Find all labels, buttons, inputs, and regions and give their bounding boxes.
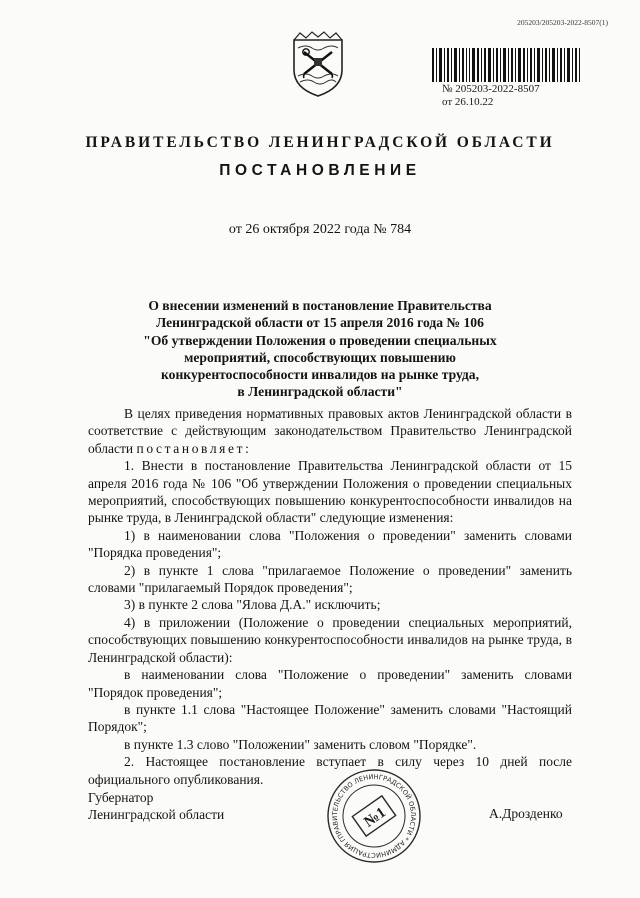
body-paragraph: в пункте 1.3 слово "Положении" заменить словом "Порядке". — [124, 736, 477, 752]
signatory-position — [88, 789, 224, 824]
official-stamp — [326, 768, 422, 864]
preamble-paragraph — [88, 405, 572, 457]
barcode-icon — [432, 48, 580, 82]
decrees-word: постановляет: — [136, 440, 252, 456]
stamp-ring-text-path: ПРАВИТЕЛЬСТВО ЛЕНИНГРАДСКОЙ ОБЛАСТИ * АДМИНИСТРАЦИЯ ГУБЕРНАТОРА — [330, 772, 418, 860]
registration-date: от 26.10.22 — [442, 96, 494, 108]
body-paragraph: в пункте 1.1 слова "Настоящее Положение" заменить словами "Настоящий Порядок"; — [88, 701, 572, 735]
title-line: Ленинградской области от 15 апреля 2016 года № 106 — [156, 315, 484, 331]
signatory-position-line: Губернатор — [88, 790, 154, 805]
body-paragraph: 4) в приложении (Положение о проведении специальных мероприятий, способствующих повышению конкурентоспособности инвалидов на рынке труда, в Ленинградской области): — [88, 614, 572, 665]
registration-number: № 205203-2022-8507 — [442, 83, 540, 95]
document-type-heading: ПОСТАНОВЛЕНИЕ — [219, 162, 421, 179]
body-paragraph: 1) в наименовании слова "Положения о проведении" заменить словами "Порядка проведения"; — [88, 527, 572, 561]
body-paragraph: 2. Настоящее постановление вступает в силу через 10 дней после официального опубликования. — [88, 754, 572, 787]
decree-body — [88, 405, 572, 788]
title-line: "Об утверждении Положения о проведении специальных — [143, 332, 497, 348]
title-line: конкурентоспособности инвалидов на рынке труда, — [161, 367, 479, 383]
signatory-name: А.Дрозденко — [489, 806, 563, 821]
preamble-text: В целях приведения нормативных правовых актов Ленинградской области в соответствие с действующим законодательством Правительство Ленинградской области — [88, 406, 572, 456]
body-paragraph: 2) в пункте 1 слова "прилагаемое Положение о проведении" заменить словами "прилагаемый Порядок проведения"; — [88, 562, 572, 596]
title-line: мероприятий, способствующих повышению — [184, 349, 456, 365]
decree-title — [100, 297, 540, 401]
decree-date-line: от 26 октября 2022 года № 784 — [228, 222, 412, 237]
leningrad-oblast-coat-of-arms-icon — [286, 30, 350, 100]
body-paragraph: 3) в пункте 2 слова "Ялова Д.А." исключить; — [124, 597, 381, 613]
government-heading: ПРАВИТЕЛЬСТВО ЛЕНИНГРАДСКОЙ ОБЛАСТИ — [85, 134, 555, 151]
title-line: О внесении изменений в постановление Правительства — [148, 298, 492, 313]
stamp-center-number: №1 — [361, 804, 389, 831]
body-paragraph: в наименовании слова "Положение о проведении" заменить словами "Порядок проведения"; — [88, 667, 572, 700]
title-line: в Ленинградской области" — [237, 384, 403, 400]
document-id: 205203/205203-2022-8507(1) — [517, 18, 608, 27]
signatory-position-line: Ленинградской области — [88, 807, 225, 823]
registration-block — [442, 83, 540, 109]
body-paragraph: 1. Внести в постановление Правительства Ленинградской области от 15 апреля 2016 года № 106 "Об утверждении Положения о проведении специальных мероприятий, способствующих повышению конкурентоспособности инвалидов на рынке труда, в Ленинградской области" следующие изменения: — [88, 458, 572, 526]
